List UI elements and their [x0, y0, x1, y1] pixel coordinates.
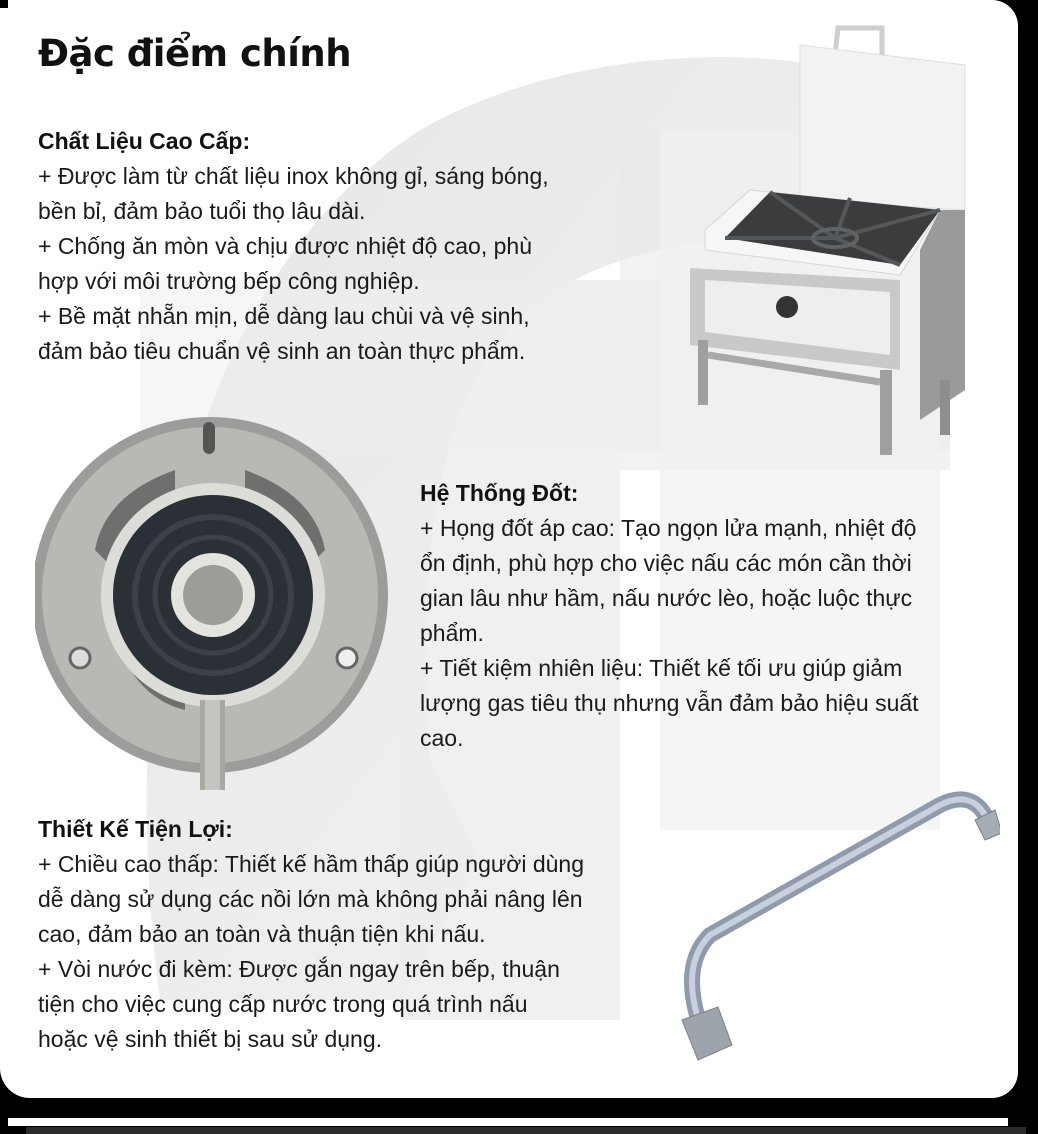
section-line: tiện cho việc cung cấp nước trong quá trình nấu	[38, 991, 528, 1017]
frame-corner	[0, 0, 8, 8]
section-line: dễ dàng sử dụng các nồi lớn mà không phải nâng lên	[38, 886, 583, 912]
section-line: + Họng đốt áp cao: Tạo ngọn lửa mạnh, nhiệt độ	[420, 515, 917, 541]
section-line: + Vòi nước đi kèm: Được gắn ngay trên bếp, thuận	[38, 956, 560, 982]
section-convenient-design	[38, 812, 678, 1057]
stove-image	[660, 10, 980, 460]
section-heading: Thiết Kế Tiện Lợi:	[38, 816, 233, 842]
section-line: + Tiết kiệm nhiên liệu: Thiết kế tối ưu giúp giảm	[420, 655, 903, 681]
section-heading: Hệ Thống Đốt:	[420, 480, 579, 506]
faucet-image	[640, 775, 1000, 1075]
section-line: + Bề mặt nhẵn mịn, dễ dàng lau chùi và vệ sinh,	[38, 303, 530, 329]
section-line: bền bỉ, đảm bảo tuổi thọ lâu dài.	[38, 198, 366, 224]
section-heading: Chất Liệu Cao Cấp:	[38, 128, 251, 154]
section-line: + Chống ăn mòn và chịu được nhiệt độ cao, phù	[38, 233, 532, 259]
section-materials	[38, 124, 648, 369]
section-line: ổn định, phù hợp cho việc nấu các món cần thời	[420, 550, 912, 576]
section-line: hoặc vệ sinh thiết bị sau sử dụng.	[38, 1026, 383, 1052]
burner-image	[35, 400, 405, 790]
section-line: hợp với môi trường bếp công nghiệp.	[38, 268, 420, 294]
section-line: + Được làm từ chất liệu inox không gỉ, sáng bóng,	[38, 163, 549, 189]
section-line: gian lâu như hầm, nấu nước lèo, hoặc luộc thực	[420, 585, 913, 611]
section-line: phẩm.	[420, 620, 484, 646]
section-line: cao.	[420, 725, 464, 751]
section-line: đảm bảo tiêu chuẩn vệ sinh an toàn thực phẩm.	[38, 338, 526, 364]
section-burner-system	[420, 476, 1010, 756]
section-line: lượng gas tiêu thụ nhưng vẫn đảm bảo hiệu suất	[420, 690, 919, 716]
page-title: Đặc điểm chính	[38, 32, 352, 75]
section-line: cao, đảm bảo an toàn và thuận tiện khi nấu.	[38, 921, 486, 947]
section-line: + Chiều cao thấp: Thiết kế hầm thấp giúp người dùng	[38, 851, 585, 877]
frame-strip	[8, 1118, 1008, 1126]
frame-shadow	[26, 1127, 1026, 1134]
